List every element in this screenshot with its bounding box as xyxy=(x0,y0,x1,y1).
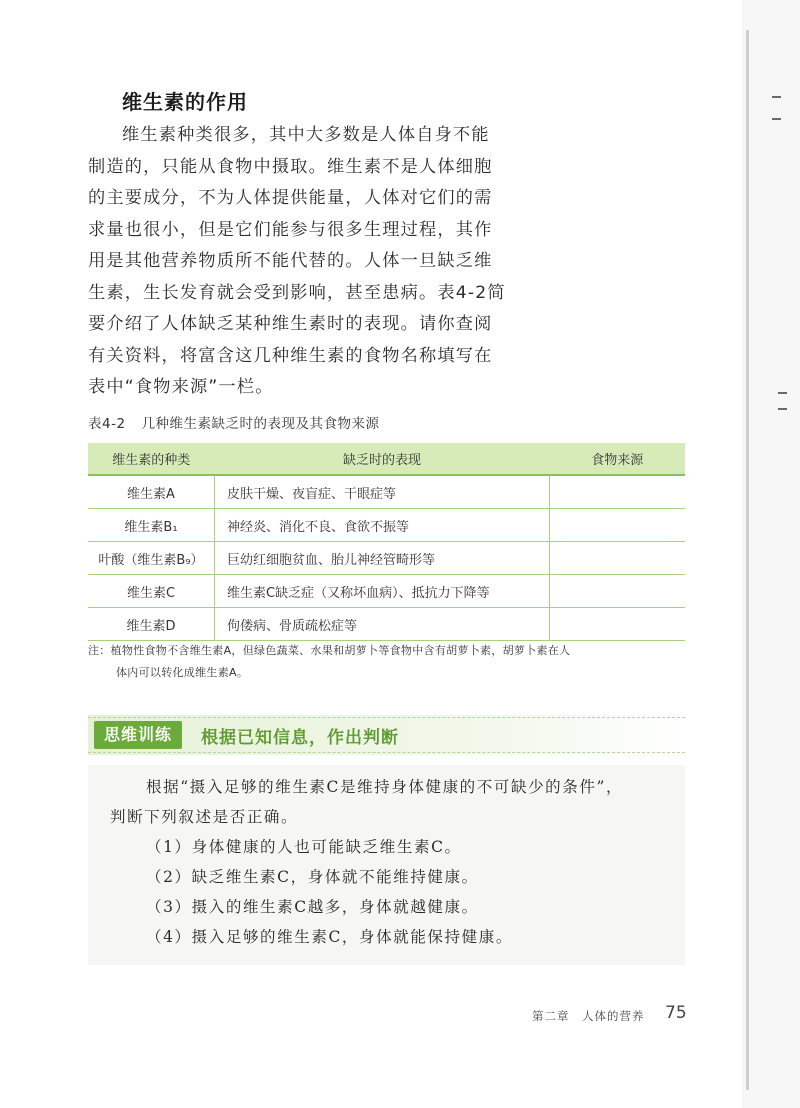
header-type: 维生素的种类 xyxy=(88,443,215,475)
thinking-training-tag: 思维训练 xyxy=(94,721,182,749)
section-heading: 维生素的作用 xyxy=(122,90,248,114)
exercise-text xyxy=(110,772,685,952)
exercise-item: （3）摄入的维生素C越多，身体就越健康。 xyxy=(146,898,479,916)
exercise-item: （1）身体健康的人也可能缺乏维生素C。 xyxy=(146,838,462,856)
body-paragraph xyxy=(88,120,508,404)
chapter-footer: 第二章 人体的营养 xyxy=(532,1009,645,1023)
cell-vitamin: 维生素B₁ xyxy=(88,509,215,542)
note-line: 体内可以转化成维生素A。 xyxy=(116,666,249,679)
cell-symptom: 巨幼红细胞贫血、胎儿神经管畸形等 xyxy=(215,542,550,575)
edge-mark xyxy=(778,392,787,394)
cell-symptom: 佝偻病、骨质疏松症等 xyxy=(215,608,550,641)
cell-food-source[interactable] xyxy=(550,475,686,509)
table-row xyxy=(88,475,685,509)
cell-vitamin: 维生素A xyxy=(88,475,215,509)
cell-vitamin: 维生素C xyxy=(88,575,215,608)
page-fold-line xyxy=(746,30,749,1090)
note-line: 注：植物性食物不含维生素A，但绿色蔬菜、水果和胡萝卜等食物中含有胡萝卜素，胡萝卜素在人 xyxy=(88,644,571,657)
page-edge xyxy=(742,0,800,1108)
exercise-prompt: 判断下列叙述是否正确。 xyxy=(110,808,299,826)
table-row xyxy=(88,575,685,608)
header-symptom: 缺乏时的表现 xyxy=(215,443,550,475)
header-source: 食物来源 xyxy=(550,443,686,475)
cell-symptom: 神经炎、消化不良、食欲不振等 xyxy=(215,509,550,542)
cell-vitamin: 维生素D xyxy=(88,608,215,641)
table-row xyxy=(88,608,685,641)
cell-food-source[interactable] xyxy=(550,509,686,542)
edge-mark xyxy=(772,118,781,120)
cell-symptom: 维生素C缺乏症（又称坏血病）、抵抗力下降等 xyxy=(215,575,550,608)
table-header-row xyxy=(88,443,685,475)
cell-food-source[interactable] xyxy=(550,542,686,575)
vitamin-table xyxy=(88,443,685,641)
table-caption xyxy=(88,412,380,432)
cell-food-source[interactable] xyxy=(550,608,686,641)
table-row xyxy=(88,542,685,575)
table-note xyxy=(88,640,688,684)
thinking-training-banner xyxy=(88,715,685,755)
dashed-divider xyxy=(88,752,685,753)
table-row xyxy=(88,509,685,542)
page-number: 75 xyxy=(665,1003,687,1023)
dashed-divider xyxy=(88,717,685,718)
cell-vitamin: 叶酸（维生素B₉） xyxy=(88,542,215,575)
edge-mark xyxy=(778,408,787,410)
exercise-prompt: 根据“摄入足够的维生素C是维持身体健康的不可缺少的条件”， xyxy=(146,778,624,796)
exercise-item: （4）摄入足够的维生素C，身体就能保持健康。 xyxy=(146,928,513,946)
exercise-item: （2）缺乏维生素C，身体就不能维持健康。 xyxy=(146,868,479,886)
edge-mark xyxy=(772,96,781,98)
table-title: 几种维生素缺乏时的表现及其食物来源 xyxy=(141,416,380,432)
table-number: 表4-2 xyxy=(88,416,126,432)
paragraph-text: 维生素种类很多，其中大多数是人体自身不能制造的，只能从食物中摄取。维生素不是人体细胞的主要成分，不为人体提供能量，人体对它们的需求量也很小，但是它们能参与很多生理过程，其作用是其他营养物质所不能代替的。人体一旦缺乏维生素，生长发育就会受到影响，甚至患病。表4-2简要介绍了人体缺乏某种维生素时的表现。请你查阅有关资料，将富含这几种维生素的食物名称填写在表中“食物来源”一栏。 xyxy=(88,125,506,397)
cell-symptom: 皮肤干燥、夜盲症、干眼症等 xyxy=(215,475,550,509)
thinking-training-title: 根据已知信息，作出判断 xyxy=(201,728,399,748)
cell-food-source[interactable] xyxy=(550,575,686,608)
